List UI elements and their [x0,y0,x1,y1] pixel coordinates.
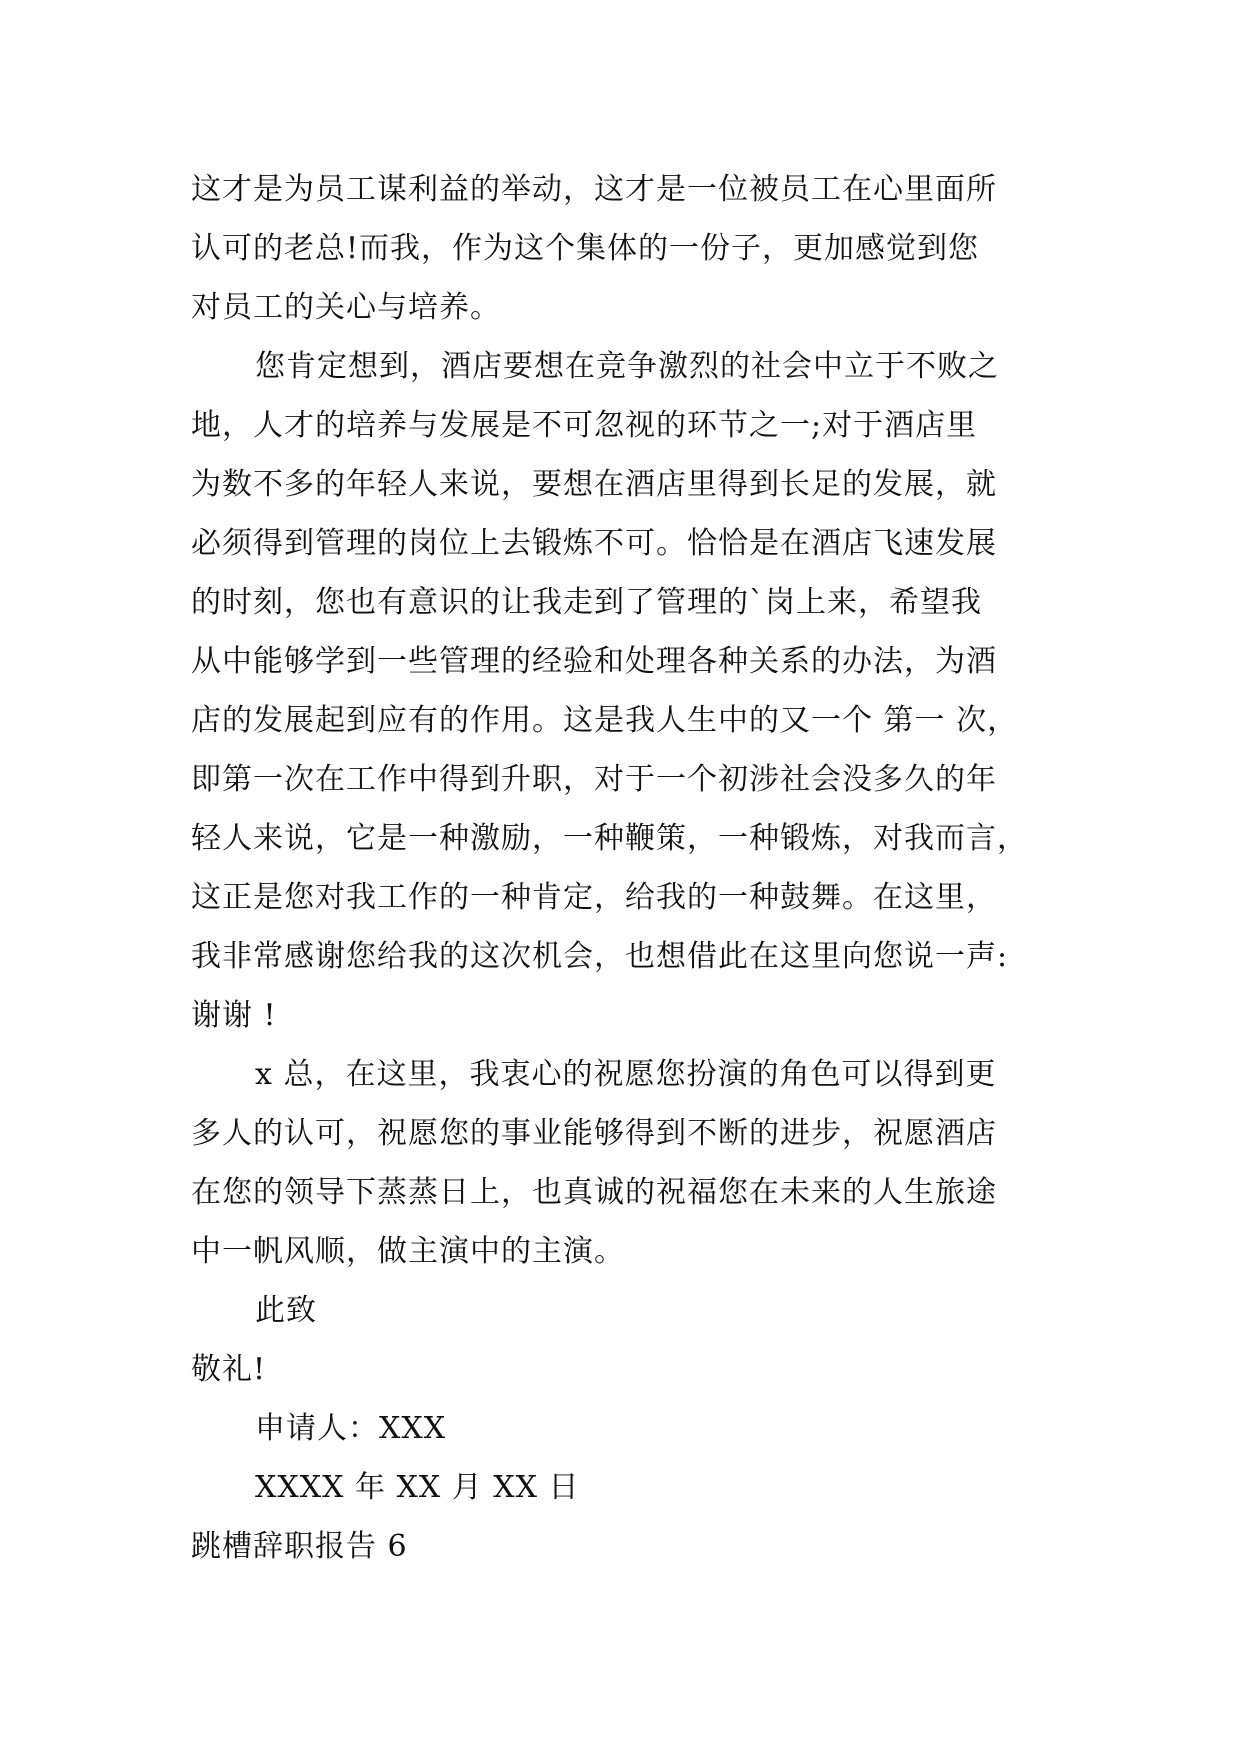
text-line: 轻人来说，它是一种激励，一种鞭策，一种锻炼，对我而言， [191,821,1028,856]
text-line: 申请人：XXX [255,1411,447,1446]
text-line: 必须得到管理的岗位上去锻炼不可。恰恰是在酒店飞速发展 [191,526,997,561]
text-line: 谢谢 ! [191,998,277,1033]
text-line: 这正是您对我工作的一种肯定，给我的一种鼓舞。在这里， [191,880,997,915]
text-line: 此致 [255,1293,317,1328]
text-line: 认可的老总!而我，作为这个集体的一份子，更加感觉到您 [191,231,980,266]
text-line: 店的发展起到应有的作用。这是我人生中的又一个 第一 次， [191,703,1019,738]
letter-body [191,160,1053,1576]
text-line: 中一帆风顺，做主演中的主演。 [191,1234,625,1269]
text-line: 即第一次在工作中得到升职，对于一个初涉社会没多久的年 [191,762,997,797]
text-line: 对员工的关心与培养。 [191,290,501,325]
text-line: 我非常感谢您给我的这次机会，也想借此在这里向您说一声: [191,939,1009,974]
text-line: 跳槽辞职报告 6 [191,1529,408,1564]
text-line: 的时刻，您也有意识的让我走到了管理的`岗上来，希望我 [191,585,982,620]
text-line: 您肯定想到，酒店要想在竞争激烈的社会中立于不败之 [255,349,999,384]
text-line: 从中能够学到一些管理的经验和处理各种关系的办法，为酒 [191,644,997,679]
text-line: 为数不多的年轻人来说，要想在酒店里得到长足的发展，就 [191,467,997,502]
text-line: 多人的认可，祝愿您的事业能够得到不断的进步，祝愿酒店 [191,1116,997,1151]
text-line: 地，人才的培养与发展是不可忽视的环节之一;对于酒店里 [191,408,978,443]
text-line: 这才是为员工谋利益的举动，这才是一位被员工在心里面所 [191,172,997,207]
text-line: XXXX 年 XX 月 XX 日 [255,1470,580,1505]
text-line: 在您的领导下蒸蒸日上，也真诚的祝福您在未来的人生旅途 [191,1175,997,1210]
text-line: x 总，在这里，我衷心的祝愿您扮演的角色可以得到更 [255,1057,997,1092]
text-line: 敬礼! [191,1352,267,1387]
